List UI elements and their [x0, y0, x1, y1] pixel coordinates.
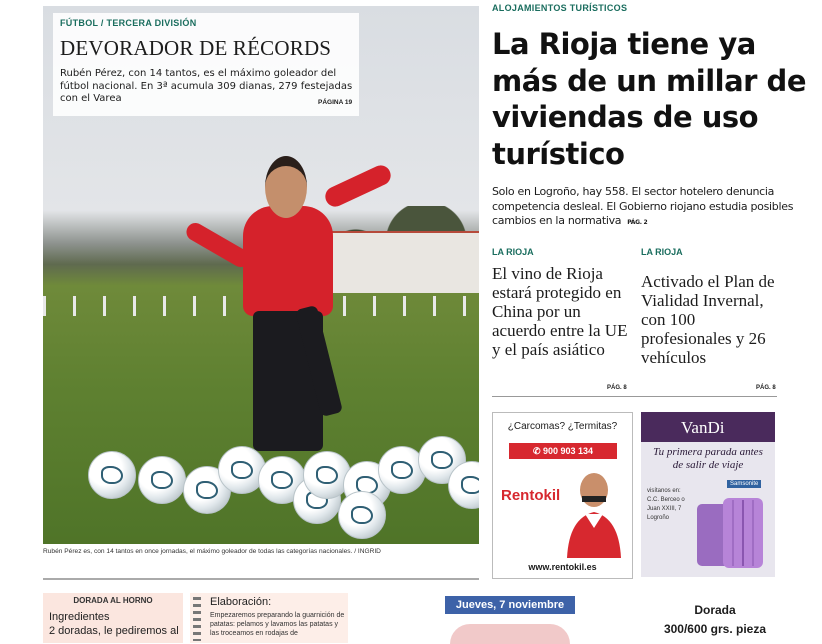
ad-person-image	[563, 468, 625, 558]
photo-summary: Rubén Pérez, con 14 tantos, es el máximo goleador del fútbol nacional. En 3ª acumula 309 dianas, 279 festejadas con el Varea	[60, 68, 353, 104]
football	[338, 491, 386, 539]
lead-kicker: ALOJAMIENTOS TURÍSTICOS	[492, 3, 628, 13]
lead-standfirst-text: Solo en Logroño, hay 558. El sector hotelero denuncia competencia desleal. El Gobierno riojano estudia posibles cambios en la normativa	[492, 185, 794, 227]
lead-standfirst	[492, 185, 814, 231]
recipe-box	[43, 593, 183, 643]
promo-date: Jueves, 7 noviembre	[445, 596, 575, 614]
spiral-binding-icon	[193, 597, 201, 641]
ad-address: visítanos en: C.C. Berceo o Juan XXIII, 7 Logroño	[647, 488, 685, 521]
player-head	[265, 156, 307, 218]
recipe-title: DORADA AL HORNO	[73, 596, 153, 605]
player-arm	[322, 162, 394, 210]
recipe-steps-text: Empezaremos preparando la guarnición de patatas: pelamos y lavamos las patatas y las troceamos en rodajas de	[210, 612, 345, 637]
photo-page-ref: PÁGINA 19	[318, 99, 353, 106]
photo-headline[interactable]: DEVORADOR DE RÉCORDS	[60, 36, 332, 60]
recipe-steps	[190, 593, 348, 643]
story-kicker: LA RIOJA	[641, 247, 683, 257]
section-divider	[492, 396, 777, 397]
rentokil-logo: Rentokil	[501, 487, 561, 504]
promo-product: Dorada	[694, 603, 736, 617]
story-headline-wine[interactable]: El vino de Rioja estará protegido en China por un acuerdo entre la UE y el país asiático	[492, 264, 628, 359]
ad-vandi[interactable]	[641, 412, 775, 577]
photo-caption: Rubén Pérez es, con 14 tantos en once jornadas, el máximo goleador de todas las categorías nacionales. / INGRID	[43, 548, 381, 555]
section-divider	[43, 578, 479, 580]
recipe-ingredients-text: 2 doradas, le pediremos al	[49, 625, 179, 637]
ad-rentokil[interactable]	[492, 412, 633, 579]
story-headline-vialidad[interactable]: Activado el Plan de Vialidad Invernal, con 100 profesionales y 26 vehículos	[641, 272, 775, 367]
ad-tagline: Tu primera parada antes de salir de viaje	[653, 446, 763, 471]
recipe-ingredients-label: Ingredientes	[49, 611, 110, 623]
vandi-logo: VanDi	[681, 418, 725, 437]
ad-headline: ¿Carcomas? ¿Termitas?	[507, 421, 618, 432]
samsonite-logo: Samsonite	[727, 480, 761, 488]
football	[138, 456, 186, 504]
ad-url[interactable]: www.rentokil.es	[528, 562, 597, 572]
player-jersey	[243, 206, 333, 316]
lead-page-ref: PÁG. 2	[627, 219, 648, 226]
suitcase-icon	[693, 490, 773, 572]
phone-icon: ✆	[532, 446, 543, 456]
promo-price: 300/600 grs. pieza	[663, 622, 767, 636]
photo-kicker: FÚTBOL / TERCERA DIVISIÓN	[60, 18, 197, 28]
football	[88, 451, 136, 499]
ad-phone-bar	[509, 443, 617, 459]
recipe-steps-label: Elaboración:	[210, 596, 272, 608]
promo-image	[450, 624, 570, 644]
story-page-ref: PÁG. 8	[607, 385, 627, 391]
story-kicker: LA RIOJA	[492, 247, 534, 257]
lead-headline[interactable]: La Rioja tiene ya más de un millar de viviendas de uso turístico	[492, 27, 806, 171]
ad-phone: 900 903 134	[542, 446, 594, 456]
story-page-ref: PÁG. 8	[756, 385, 776, 391]
